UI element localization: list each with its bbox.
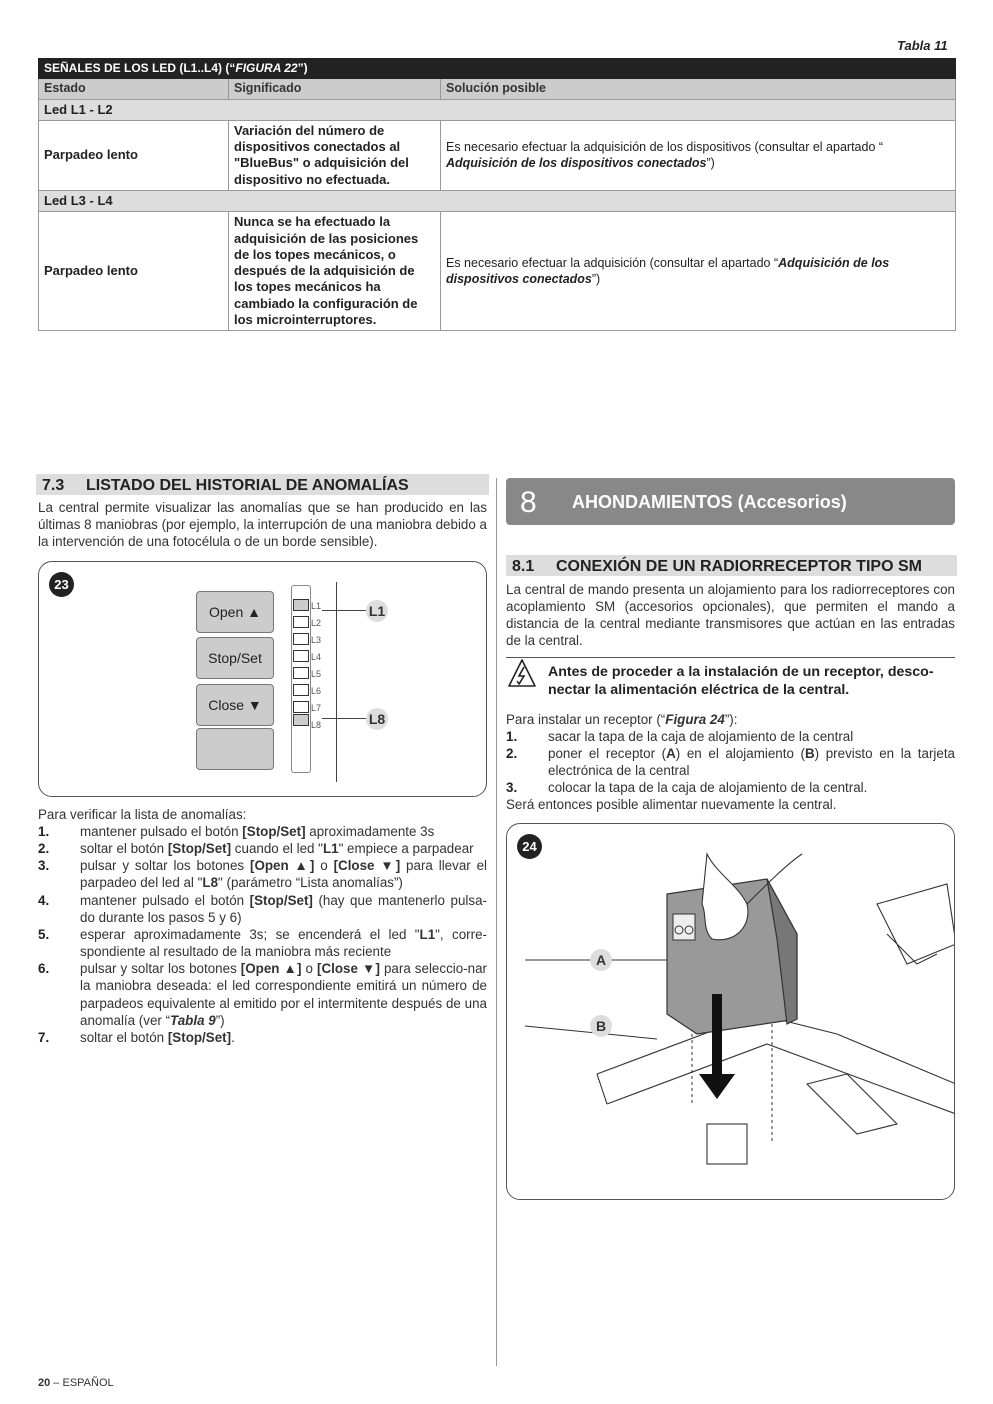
- led-signals-table: [38, 58, 956, 331]
- callout-l8: L8: [366, 708, 388, 730]
- chapter-title: AHONDAMIENTOS (Accesorios): [572, 492, 847, 512]
- solution-cell: Es necesario efectuar la adquisición de los dispositivos (consultar el apartado “ Adquisición de los dispositivos conectados”): [441, 120, 956, 190]
- blank-button: [196, 728, 274, 770]
- closing-text: Será entonces posible alimentar nuevamente la central.: [506, 797, 837, 812]
- install-intro: Para instalar un receptor (“Figura 24”):: [506, 712, 738, 727]
- led-l7: [293, 701, 309, 713]
- led-l3: [293, 633, 309, 645]
- led-l2: [293, 616, 309, 628]
- chapter-number: 8: [520, 486, 537, 519]
- install-steps-list: [506, 728, 955, 797]
- section-81-intro: La central de mando presenta un alojamiento para los radiorreceptores con acoplamiento SM (accesorios opcionales), que permiten el mando a distancia de la central mediante transmisores que actúan en las entradas de la central.: [506, 582, 955, 649]
- group-label: Led L3 - L4: [39, 190, 956, 211]
- led-l8: [293, 714, 309, 726]
- leader-line-l1: [322, 610, 366, 611]
- leader-line-l8: [322, 718, 366, 719]
- meaning-cell: Nunca se ha efectuado la adquisición de las posiciones de los topes mecánicos, o después de la adquisición de los topes mecánicos ha cambiado la configuración de los microinterruptores.: [229, 212, 441, 331]
- steps-intro: Para verificar la lista de anomalías:: [38, 807, 247, 822]
- section-73-heading: [36, 474, 489, 495]
- footer-language: ESPAÑOL: [62, 1377, 114, 1389]
- figure-badge: 24: [517, 834, 542, 859]
- list-item: 2. poner el receptor (A) en el alojamiento (B) previsto en la tarjeta electrónica de la central: [506, 746, 955, 779]
- table-caption: Tabla 11: [897, 38, 948, 53]
- page-footer: 20 – ESPAÑOL: [38, 1377, 114, 1389]
- table-header-row: [39, 79, 956, 100]
- table-title: SEÑALES DE LOS LED (L1..L4) (“FIGURA 22”): [39, 59, 956, 79]
- board-edge-line: [336, 582, 337, 782]
- figure-24: [506, 823, 955, 1200]
- section-81-heading: [506, 555, 957, 576]
- receptor-installation-illustration: [507, 824, 955, 1200]
- stop-set-button: Stop/Set: [196, 637, 274, 679]
- led-l6: [293, 684, 309, 696]
- meaning-cell: Variación del número de dispositivos conectados al "BlueBus" o adquisición del dispositivo no efectuada.: [229, 120, 441, 190]
- table-row: [39, 212, 956, 331]
- list-item: 7. soltar el botón [Stop/Set].: [38, 1029, 235, 1045]
- column-header-estado: Estado: [39, 79, 229, 100]
- list-item: 6. pulsar y soltar los botones [Open ▲] o [Close ▼] para seleccio-nar la maniobra deseada: el led correspondiente emitirá un número de parpadeos equivalente al emitido por el intermitente después de una anomalía (ver “Tabla 9”): [38, 961, 487, 1028]
- section-number: 7.3: [42, 477, 65, 494]
- section-73-intro: La central permite visualizar las anomalías que se han producido en las últimas 8 maniobras (por ejemplo, la interrupción de una maniobra debido a la intervención de una fotocélula o de un borde sensible).: [38, 500, 487, 550]
- callout-l1: L1: [366, 600, 388, 622]
- callout-b: B: [590, 1015, 612, 1037]
- table-group-row: [39, 99, 956, 120]
- warning-rule: [506, 657, 955, 658]
- section-title: LISTADO DEL HISTORIAL DE ANOMALÍAS: [86, 477, 409, 494]
- list-item: 1. sacar la tapa de la caja de alojamiento de la central: [506, 729, 854, 744]
- anomaly-steps-list: [38, 823, 487, 1046]
- section-title: CONEXIÓN DE UN RADIORRECEPTOR TIPO SM: [556, 558, 922, 575]
- led-strip: [291, 585, 311, 773]
- state-cell: Parpadeo lento: [39, 120, 229, 190]
- led-l1: [293, 599, 309, 611]
- table-group-row: [39, 190, 956, 211]
- warning-text: Antes de proceder a la instalación de un receptor, desco-nectar la alimentación eléctrica de la central.: [548, 664, 934, 699]
- solution-cell: Es necesario efectuar la adquisición (consultar el apartado “Adquisición de los dispositivos conectados”): [441, 212, 956, 331]
- chapter-8-banner: [506, 478, 955, 525]
- column-header-significado: Significado: [229, 79, 441, 100]
- list-item: 5. esperar aproximadamente 3s; se encenderá el led "L1", corre-spondiente al resultado de la maniobra más reciente: [38, 926, 487, 960]
- led-l4: [293, 650, 309, 662]
- close-button: Close ▼: [196, 684, 274, 726]
- open-button: Open ▲: [196, 591, 274, 633]
- figure-badge: 23: [49, 572, 74, 597]
- state-cell: Parpadeo lento: [39, 212, 229, 331]
- page-number: 20: [38, 1377, 51, 1389]
- column-divider: [496, 478, 497, 1366]
- column-header-solucion: Solución posible: [441, 79, 956, 100]
- led-l5: [293, 667, 309, 679]
- electric-hazard-icon: [507, 657, 537, 689]
- list-item: 4. mantener pulsado el botón [Stop/Set] (hay que mantenerlo pulsa-do durante los pasos 5 y 6): [38, 892, 487, 925]
- table-row: [39, 120, 956, 190]
- group-label: Led L1 - L2: [39, 99, 956, 120]
- section-number: 8.1: [512, 558, 535, 575]
- callout-a: A: [590, 949, 612, 971]
- table-title-row: [39, 59, 956, 79]
- figure-23: [38, 561, 487, 797]
- list-item: 3. pulsar y soltar los botones [Open ▲] o [Close ▼] para llevar el parpadeo del led al "L8" (parámetro “Lista anomalías”): [38, 858, 488, 891]
- led-labels: L1 L2 L3 L4 L5 L6 L7 L8: [311, 601, 322, 730]
- list-item: 1. mantener pulsado el botón [Stop/Set] aproximadamente 3s: [38, 824, 435, 839]
- list-item: 3. colocar la tapa de la caja de alojamiento de la central.: [506, 780, 868, 796]
- list-item: 2. soltar el botón [Stop/Set] cuando el led "L1" empiece a parpadear: [38, 841, 474, 857]
